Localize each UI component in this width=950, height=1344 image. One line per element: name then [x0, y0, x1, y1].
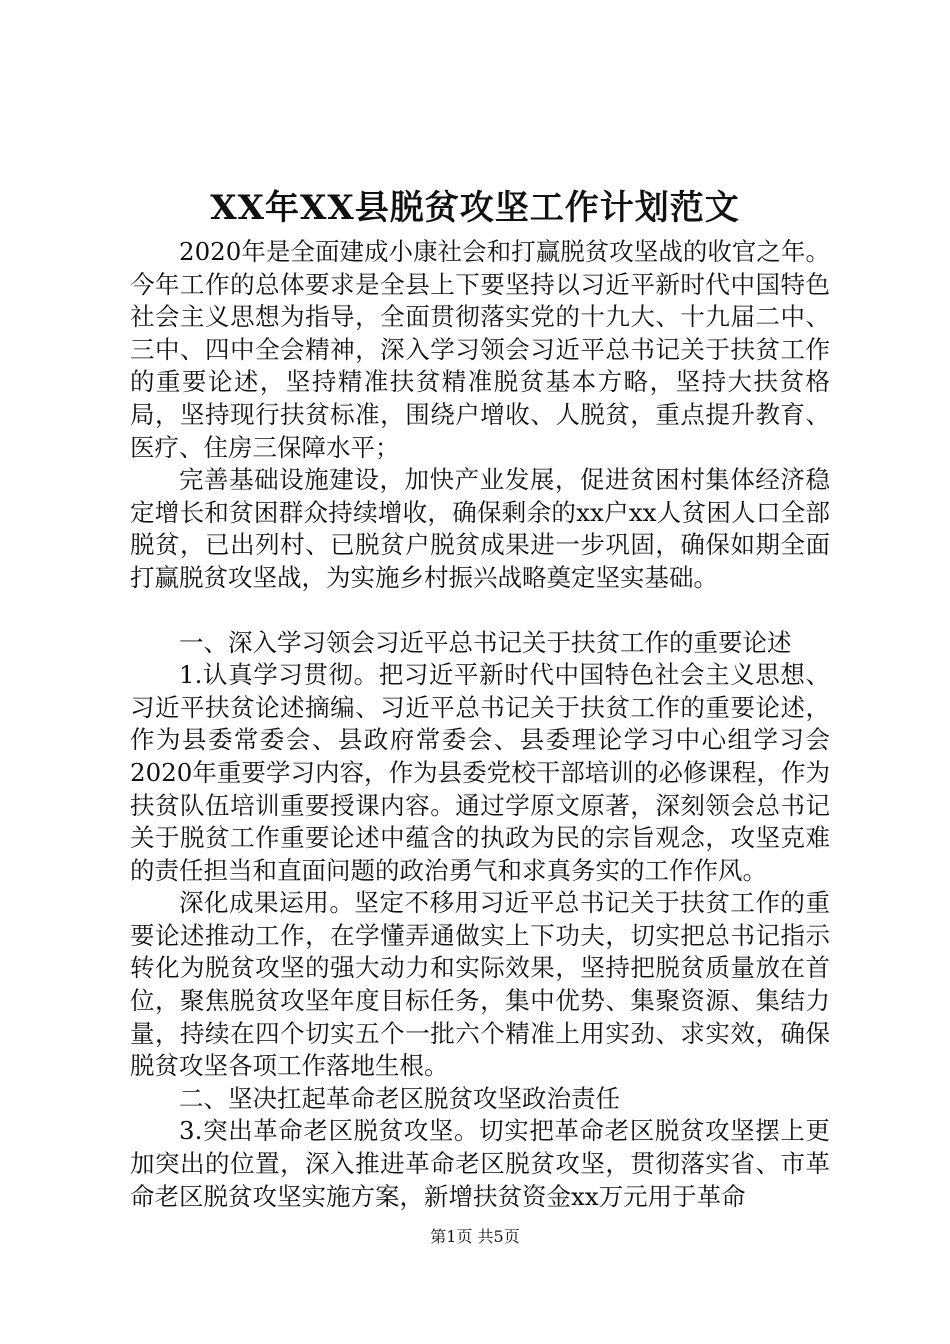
section-1-paragraph-1: 1.认真学习贯彻。把习近平新时代中国特色社会主义思想、习近平扶贫论述摘编、习近平总书记关于扶贫工作的重要论述，作为县委常委会、县政府常委会、县委理论学习中心组学习会2020年重要学习内容，作为县委党校干部培训的必修课程，作为扶贫队伍培训重要授课内容。通过学原文原著，深刻领会总书记关于脱贫工作重要论述中蕴含的执政为民的宗旨观念，攻坚克难的责任担当和直面问题的政治勇气和求真务实的工作作风。 [130, 660, 830, 885]
page-footer: 第1页 共5页 [430, 1227, 520, 1246]
section-2-paragraph-1: 3.突出革命老区脱贫攻坚。切实把革命老区脱贫攻坚摆上更加突出的位置，深入推进革命老区脱贫攻坚，贯彻落实省、市革命老区脱贫攻坚实施方案，新增扶贫资金xx万元用于革命 [130, 1116, 830, 1211]
section-2-heading: 二、坚决扛起革命老区脱贫攻坚政治责任 [179, 1083, 620, 1113]
intro-paragraph-2: 完善基础设施建设，加快产业发展，促进贫困村集体经济稳定增长和贫困群众持续增收，确保剩余的xx户xx人贫困人口全部脱贫，已出列村、已脱贫户脱贫成果进一步巩固，确保如期全面打赢脱贫攻坚战，为实施乡村振兴战略奠定坚实基础。 [130, 465, 830, 592]
section-1-heading: 一、深入学习领会习近平总书记关于扶贫工作的重要论述 [179, 627, 792, 657]
section-1-paragraph-2: 深化成果运用。坚定不移用习近平总书记关于扶贫工作的重要论述推动工作，在学懂弄通做实上下功夫，切实把总书记指示转化为脱贫攻坚的强大动力和实际效果，坚持把脱贫质量放在首位，聚焦脱贫攻坚年度目标任务，集中优势、集聚资源、集结力量，持续在四个切实五个一批六个精准上用实劲、求实效，确保脱贫攻坚各项工作落地生根。 [130, 888, 830, 1081]
intro-paragraph-1: 2020年是全面建成小康社会和打赢脱贫攻坚战的收官之年。今年工作的总体要求是全县上下要坚持以习近平新时代中国特色社会主义思想为指导，全面贯彻落实党的十九大、十九届二中、三中、四中全会精神，深入学习领会习近平总书记关于扶贫工作的重要论述，坚持精准扶贫精准脱贫基本方略，坚持大扶贫格局，坚持现行扶贫标准，围绕户增收、人脱贫，重点提升教育、医疗、住房三保障水平； [130, 237, 830, 462]
paragraph-spacer [130, 595, 830, 627]
document-title: XX年XX县脱贫攻坚工作计划范文 [210, 188, 740, 228]
document-body [130, 236, 830, 1213]
